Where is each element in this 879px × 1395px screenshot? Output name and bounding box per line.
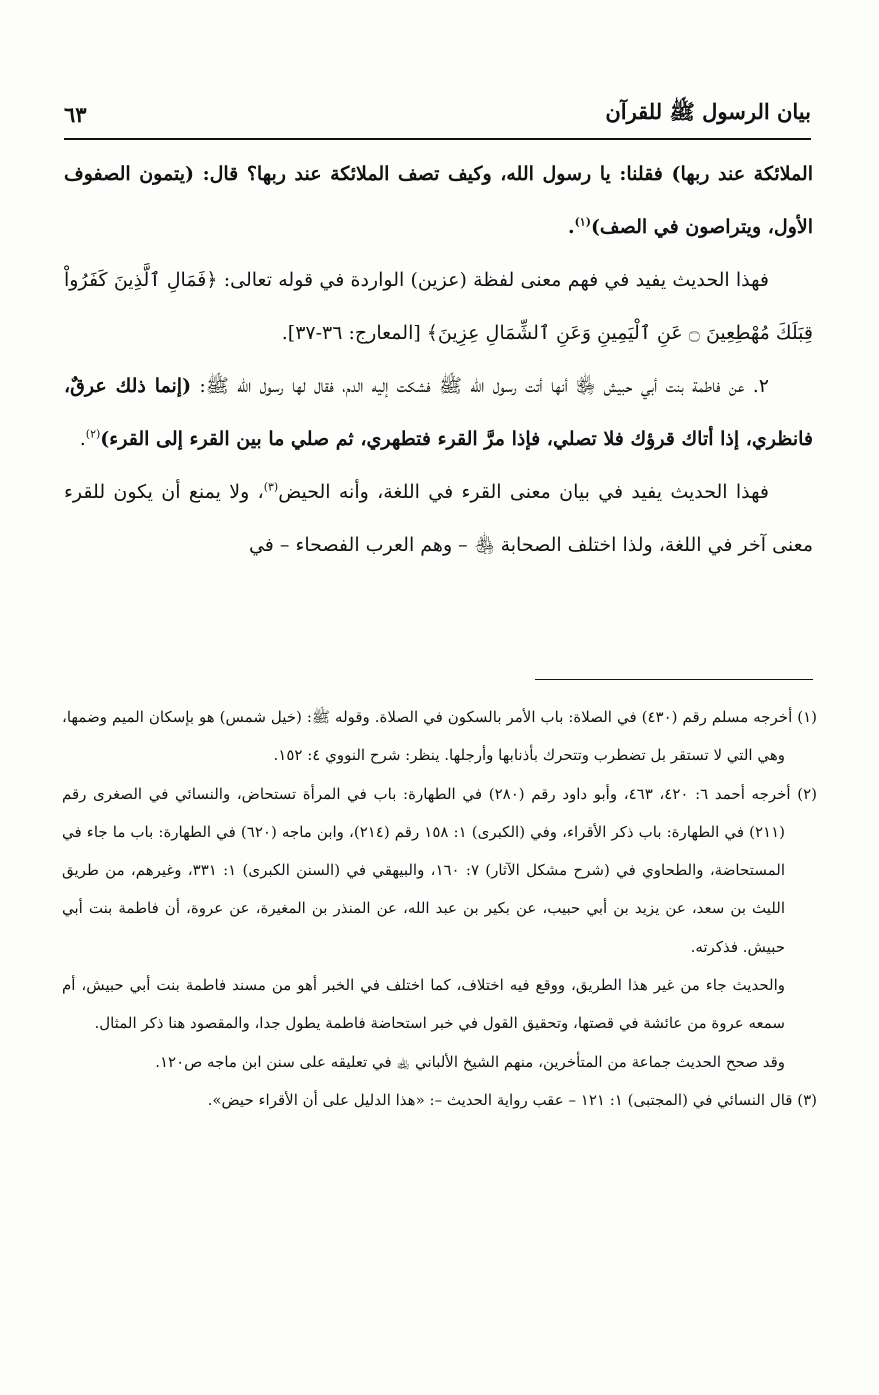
footnotes	[62, 698, 817, 1119]
header-rule	[64, 138, 811, 140]
footnote-ref-2: (٢)	[85, 427, 101, 441]
page-header	[64, 96, 811, 132]
punctuation: .	[567, 216, 575, 238]
footnote-2: (٢) أخرجه أحمد ٦: ٤٢٠، ٤٦٣، وأبو داود رقم (٢٨٠) في الطهارة: باب في المرأة تستحاض، والنسائي في الصغرى رقم (٢١١) في الطهارة: باب ذكر الأقراء، وفي (الكبرى) ١: ١٥٨ رقم (٢١٤)، وابن ماجه (٦٢٠) في الطهارة: باب ما جاء في المستحاضة، والطحاوي في (شرح مشكل الآثار) ٧: ١٦٠، والبيهقي في (السنن الكبرى) ١: ٣٣١، وغيرهم، من طريق الليث بن سعد، عن يزيد بن أبي حبيب، عن بكير بن عبد الله، عن المنذر بن المغيرة، عن عروة، أن فاطمة بنت أبي حبيش. فذكرته.	[62, 784, 817, 956]
footnote-3: (٣) قال النسائي في (المجتبى) ١: ١٢١ – عقب رواية الحديث –: «هذا الدليل على أن الأقراء حيض».	[207, 1090, 817, 1109]
hadith-intro: ٢. عن فاطمة بنت أبي حبيش ﵂ أنها أتت رسول الله ﷺ فشكت إليه الدم، فقال لها رسول الله ﷺ:	[191, 375, 769, 397]
footnote-ref-1: (١)	[574, 215, 591, 229]
paragraph-hadith-end	[64, 148, 813, 254]
explanation-text-cont: ، ولا يمنع أن يكون للقرء معنى آخر في اللغة، ولذا اختلف الصحابة ﵃ – وهم العرب الفصحاء – في	[64, 481, 813, 556]
page-number: ٦٣	[64, 101, 87, 127]
footnote-separator	[535, 679, 813, 680]
paragraph-explanation-1: فهذا الحديث يفيد في فهم معنى لفظة (عزين) الواردة في قوله تعالى: ﴿فَمَالِ ٱلَّذِينَ كَفَرُواْ قِبَلَكَ مُهْطِعِينَ ۝ عَنِ ٱلْيَمِينِ وَعَنِ ٱلشِّمَالِ عِزِينَ﴾ [المعارج: ٣٦-٣٧].	[64, 269, 813, 344]
explanation-text: فهذا الحديث يفيد في بيان معنى القرء في اللغة، وأنه الحيض	[278, 481, 769, 503]
footnote-2-continuation: والحديث جاء من غير هذا الطريق، ووقع فيه اختلاف، كما اختلف في الخبر أهو من مسند فاطمة بنت أبي حبيش، أم سمعه عروة من عائشة في قصتها، وتحقيق القول في خبر استحاضة فاطمة يطول جدا، والمقصود هنا ذكر المثال.	[62, 976, 785, 1033]
hadith-quote: (إنما ذلك عرقٌ، فانظري، إذا أتاك قرؤك فلا تصلي، فإذا مرَّ القرء فتطهري، ثم صلي ما بين القرء إلى القرء)	[64, 375, 813, 450]
paragraph-hadith-2	[64, 360, 813, 466]
footnote-1: (١) أخرجه مسلم رقم (٤٣٠) في الصلاة: باب الأمر بالسكون في الصلاة. وقوله ﷺ: (خيل شمس) هو بإسكان الميم وضمها، وهي التي لا تستقر بل تضطرب وتتحرك بأذنابها وأرجلها. ينظر: شرح النووي ٤: ١٥٢.	[62, 708, 817, 765]
paragraph-explanation-2	[64, 466, 813, 572]
running-title: بيان الرسول ﷺ للقرآن	[605, 98, 811, 124]
footnote-ref-3: (٣)	[263, 480, 279, 494]
hadith-text: الملائكة عند ربها) فقلنا: يا رسول الله، وكيف تصف الملائكة عند ربها؟ قال: (يتمون الصفوف الأول، ويتراصون في الصف)	[64, 163, 813, 238]
punctuation: .	[79, 428, 86, 450]
footnote-2-continuation-2: وقد صحح الحديث جماعة من المتأخرين، منهم الشيخ الألباني ﵀ في تعليقه على سنن ابن ماجه ص١٢٠.	[155, 1052, 785, 1071]
main-text	[64, 148, 813, 572]
